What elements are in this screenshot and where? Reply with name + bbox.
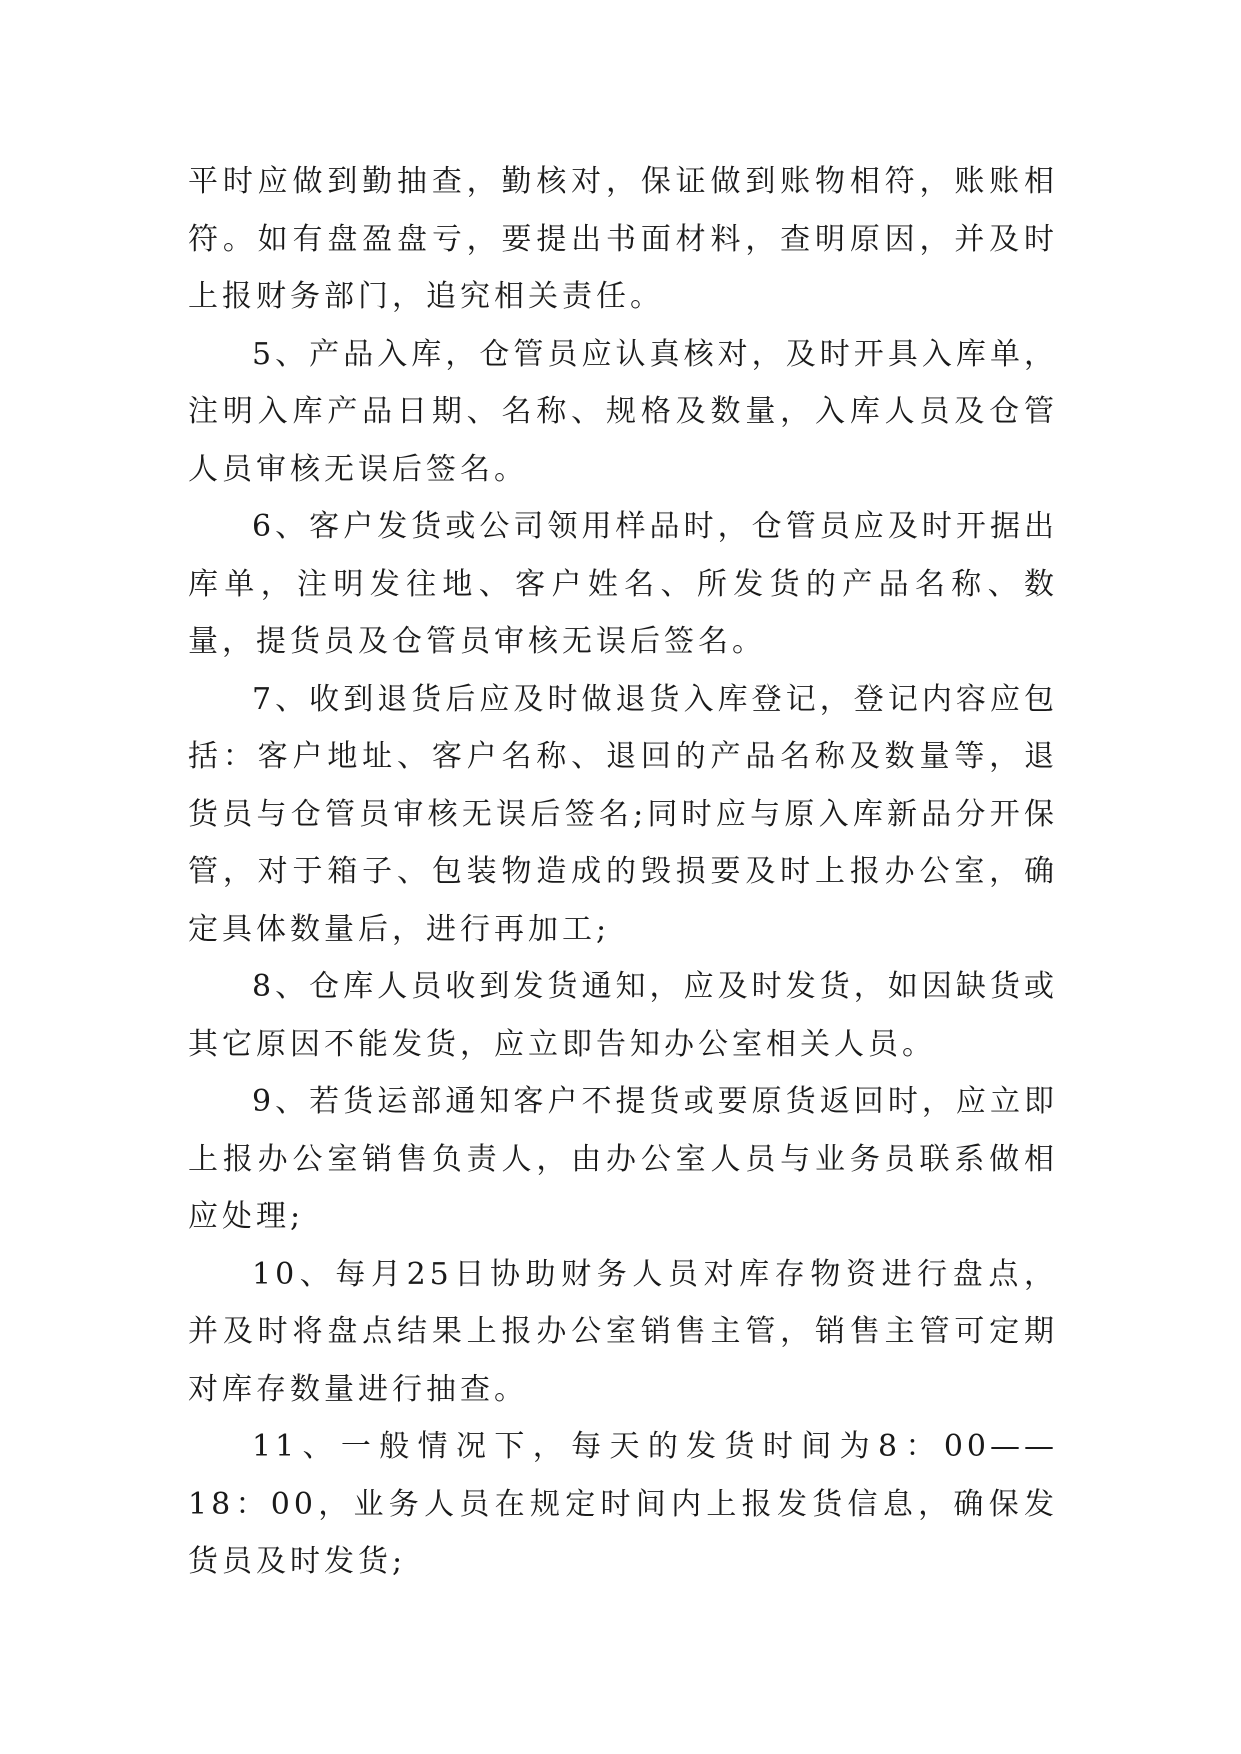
paragraph-item-6: 6、客户发货或公司领用样品时，仓管员应及时开据出库单，注明发往地、客户姓名、所发货的产品名称、数量，提货员及仓管员审核无误后签名。 [188,509,1058,659]
paragraph-item-5: 5、产品入库，仓管员应认真核对，及时开具入库单，注明入库产品日期、名称、规格及数量，入库人员及仓管人员审核无误后签名。 [188,336,1058,487]
paragraph-item-10: 10、每月25日协助财务人员对库存物资进行盘点，并及时将盘点结果上报办公室销售主管，销售主管可定期对库存数量进行抽查。 [188,1256,1058,1407]
paragraph-item-9: 9、若货运部通知客户不提货或要原货返回时，应立即上报办公室销售负责人，由办公室人员与业务员联系做相应处理; [188,1084,1058,1234]
paragraph-item-7: 7、收到退货后应及时做退货入库登记，登记内容应包括：客户地址、客户名称、退回的产品名称及数量等，退货员与仓管员审核无误后签名;同时应与原入库新品分开保管，对于箱子、包装物造成的毁损要及时上报办公室，确定具体数量后，进行再加工; [188,681,1058,947]
paragraph-item-11: 11、一般情况下，每天的发货时间为8：00——18：00，业务人员在规定时间内上报发货信息，确保发货员及时发货; [188,1429,1058,1579]
document-body [188,153,1058,1591]
paragraph-continuation: 平时应做到勤抽查，勤核对，保证做到账物相符，账账相符。如有盘盈盘亏，要提出书面材料，查明原因，并及时上报财务部门，追究相关责任。 [188,164,1058,314]
paragraph-item-8: 8、仓库人员收到发货通知，应及时发货，如因缺货或其它原因不能发货，应立即告知办公室相关人员。 [188,969,1058,1062]
